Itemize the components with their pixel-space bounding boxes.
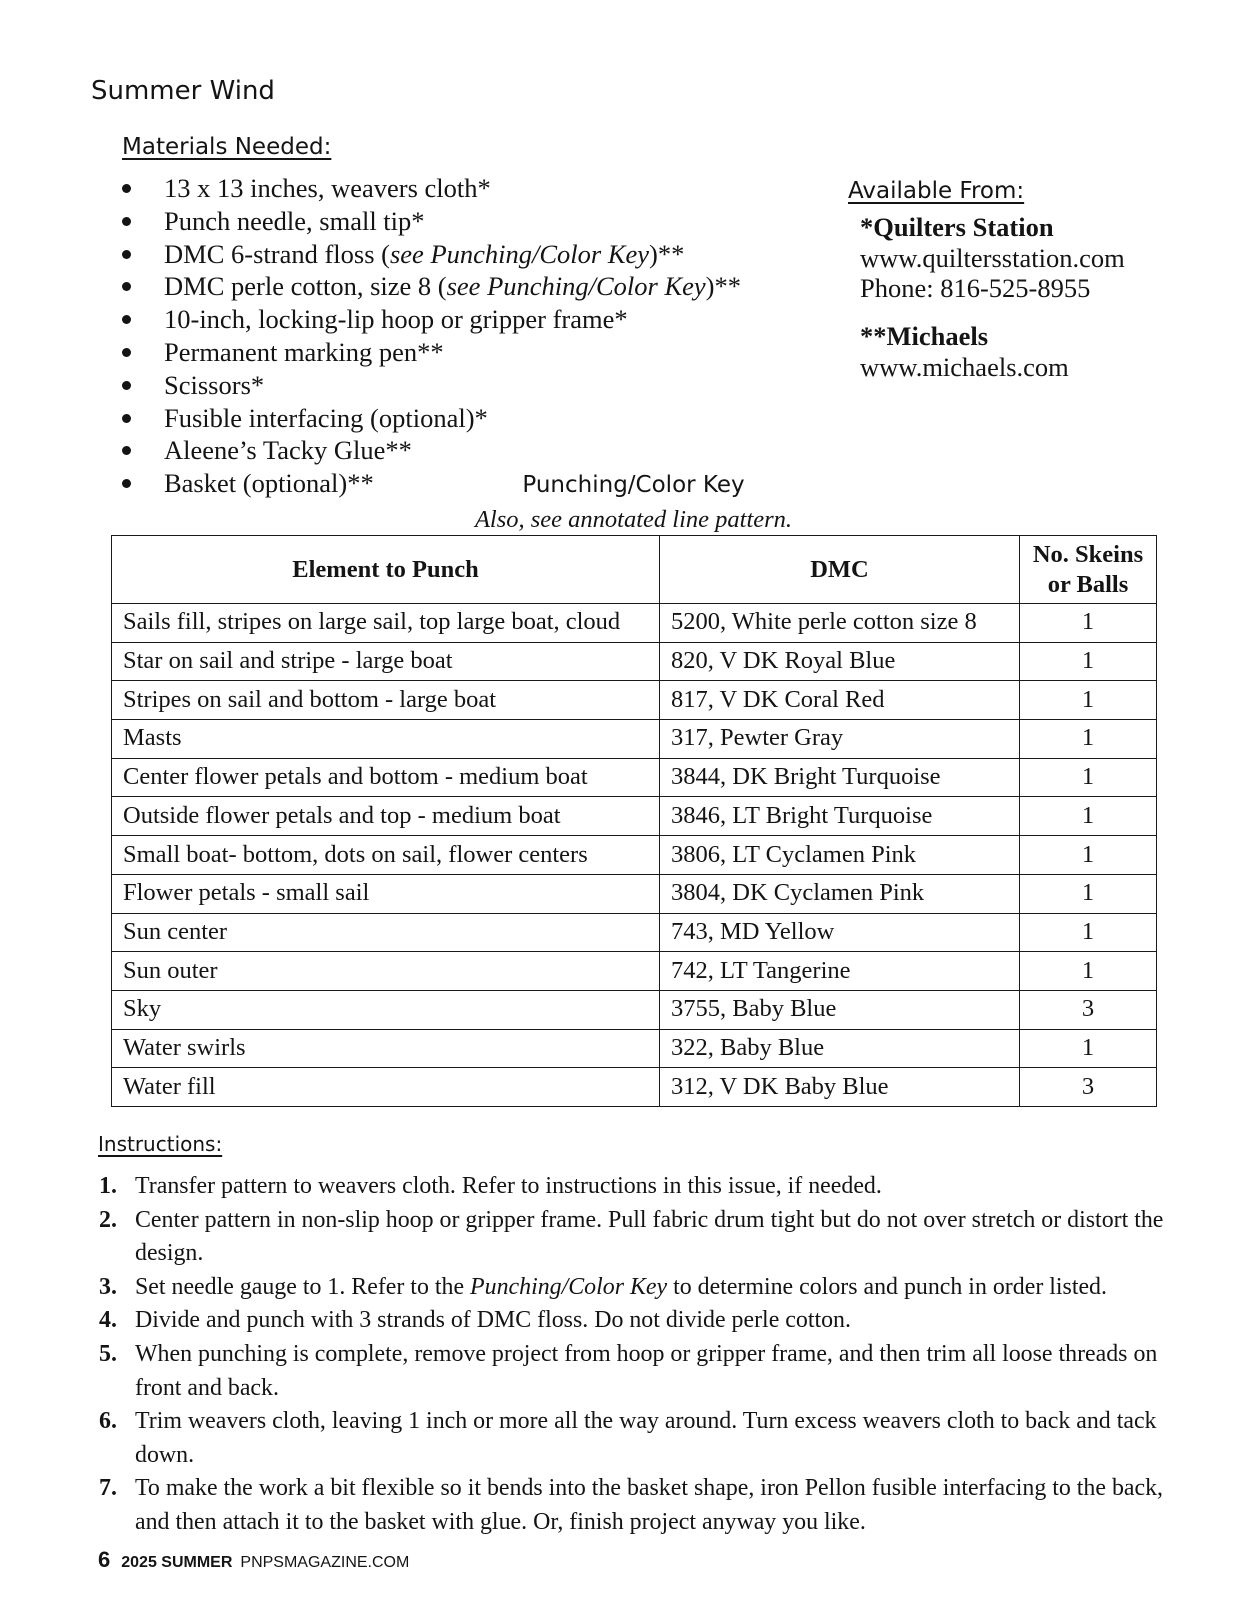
material-item-text: 10-inch, locking-lip hoop or gripper frame* [164, 304, 628, 335]
instruction-step [99, 1170, 1189, 1204]
step-key-reference: Punching/Color Key [470, 1273, 668, 1300]
material-item [121, 402, 741, 435]
element-cell: Masts [112, 720, 660, 759]
material-item [121, 369, 741, 402]
element-cell: Stripes on sail and bottom - large boat [112, 681, 660, 720]
skeins-cell: 1 [1020, 1029, 1157, 1068]
dmc-cell: 322, Baby Blue [660, 1029, 1020, 1068]
dmc-cell: 312, V DK Baby Blue [660, 1068, 1020, 1107]
color-key-heading: Punching/Color Key [522, 472, 745, 498]
table-row [112, 952, 1157, 991]
skeins-cell: 1 [1020, 720, 1157, 759]
dmc-cell: 3804, DK Cyclamen Pink [660, 874, 1020, 913]
table-row [112, 1068, 1157, 1107]
skeins-cell: 1 [1020, 836, 1157, 875]
material-item-text: DMC perle cotton, size 8 ( [164, 271, 447, 302]
material-item-text: Basket (optional)** [164, 468, 374, 499]
step-number: 3. [99, 1273, 117, 1300]
page-number: 6 [98, 1547, 111, 1572]
skeins-cell: 1 [1020, 797, 1157, 836]
bullet-icon [122, 184, 131, 193]
step-text: Trim weavers cloth, leaving 1 inch or more all the way around. Turn excess weavers cloth to back and tack down. [135, 1408, 1157, 1468]
skeins-cell: 1 [1020, 913, 1157, 952]
step-number: 1. [99, 1173, 117, 1199]
table-row [112, 1029, 1157, 1068]
material-item-key-reference: see Punching/Color Key [389, 238, 650, 269]
element-cell: Water fill [112, 1068, 660, 1107]
material-item [121, 336, 741, 369]
dmc-cell: 817, V DK Coral Red [660, 681, 1020, 720]
step-text: When punching is complete, remove project from hoop or gripper frame, and then trim all loose threads on front and back. [135, 1340, 1158, 1401]
table-row [112, 604, 1157, 643]
step-text: To make the work a bit flexible so it bends into the basket shape, iron Pellon fusible interfacing to the back, and then attach it to the basket with glue. Or, finish project anyway you like. [135, 1475, 1164, 1535]
step-number: 7. [99, 1475, 117, 1502]
magazine-website: PNPSMAGAZINE.COM [240, 1554, 410, 1571]
instruction-step [99, 1271, 1189, 1305]
table-row [112, 720, 1157, 759]
step-number: 6. [99, 1408, 117, 1435]
column-header-element: Element to Punch [112, 536, 660, 604]
dmc-cell: 820, V DK Royal Blue [660, 642, 1020, 681]
element-cell: Flower petals - small sail [112, 874, 660, 913]
dmc-cell: 317, Pewter Gray [660, 720, 1020, 759]
vendor-michaels [860, 321, 1069, 382]
column-header-dmc: DMC [660, 536, 1020, 604]
material-item-text: 13 x 13 inches, weavers cloth* [164, 173, 491, 203]
step-number: 2. [99, 1206, 117, 1233]
material-item [121, 270, 741, 303]
material-item [121, 303, 741, 336]
step-text: Center pattern in non-slip hoop or gripper frame. Pull fabric drum tight but do not over stretch or distort the design. [135, 1206, 1164, 1267]
pattern-title: Summer Wind [91, 76, 275, 106]
column-header-skeins: No. Skeins or Balls [1020, 536, 1157, 604]
dmc-cell: 3844, DK Bright Turquoise [660, 758, 1020, 797]
table-row [112, 758, 1157, 797]
material-item [121, 434, 741, 467]
dmc-cell: 5200, White perle cotton size 8 [660, 604, 1020, 643]
available-from-heading: Available From: [848, 178, 1025, 204]
bullet-icon [122, 282, 131, 291]
step-text-part: Set needle gauge to 1. Refer to the [135, 1273, 471, 1300]
table-header-row [112, 536, 1157, 604]
element-cell: Sky [112, 990, 660, 1029]
bullet-icon [122, 315, 131, 324]
instruction-step [99, 1338, 1189, 1405]
page-footer [98, 1547, 409, 1576]
dmc-cell: 3846, LT Bright Turquoise [660, 797, 1020, 836]
element-cell: Small boat- bottom, dots on sail, flower centers [112, 836, 660, 875]
dmc-cell: 3806, LT Cyclamen Pink [660, 836, 1020, 875]
element-cell: Sun outer [112, 952, 660, 991]
dmc-cell: 3755, Baby Blue [660, 990, 1020, 1029]
instruction-step [99, 1304, 1189, 1338]
instruction-step [99, 1472, 1189, 1539]
material-item-text: Aleene’s Tacky Glue** [164, 435, 412, 466]
material-item-text: Fusible interfacing (optional)* [164, 402, 488, 433]
vendor-quilters-station [860, 212, 1125, 304]
element-cell: Sun center [112, 913, 660, 952]
bullet-icon [122, 446, 131, 455]
skeins-cell: 1 [1020, 604, 1157, 643]
material-item-text: DMC 6-strand floss ( [164, 238, 390, 269]
bullet-icon [122, 414, 131, 423]
bullet-icon [122, 217, 131, 226]
step-number: 4. [99, 1307, 117, 1334]
instruction-step [99, 1204, 1189, 1271]
skeins-cell: 3 [1020, 1068, 1157, 1107]
element-cell: Sails fill, stripes on large sail, top large boat, cloud [112, 604, 660, 643]
material-item-suffix: )** [649, 238, 685, 269]
material-item [121, 172, 741, 205]
material-item-text: Scissors* [164, 369, 265, 400]
skeins-cell: 1 [1020, 874, 1157, 913]
step-text: Divide and punch with 3 strands of DMC floss. Do not divide perle cotton. [135, 1307, 851, 1334]
skeins-cell: 1 [1020, 681, 1157, 720]
table-row [112, 797, 1157, 836]
table-row [112, 836, 1157, 875]
element-cell: Center flower petals and bottom - medium boat [112, 758, 660, 797]
materials-heading: Materials Needed: [122, 134, 332, 160]
vendor-website: www.quiltersstation.com [860, 242, 1125, 273]
vendor-name: **Michaels [860, 321, 989, 351]
element-cell: Outside flower petals and top - medium boat [112, 797, 660, 836]
vendor-name: *Quilters Station [860, 212, 1054, 242]
bullet-icon [122, 250, 131, 259]
instructions-list [99, 1170, 1189, 1540]
material-item-text: Permanent marking pen** [164, 336, 444, 367]
color-key-note: Also, see annotated line pattern. [474, 506, 793, 533]
skeins-cell: 3 [1020, 990, 1157, 1029]
element-cell: Water swirls [112, 1029, 660, 1068]
vendor-website: www.michaels.com [860, 351, 1069, 382]
dmc-cell: 743, MD Yellow [660, 913, 1020, 952]
bullet-icon [122, 348, 131, 357]
step-text [135, 1271, 1189, 1305]
table-row [112, 874, 1157, 913]
dmc-cell: 742, LT Tangerine [660, 952, 1020, 991]
table-row [112, 681, 1157, 720]
materials-list [121, 172, 741, 500]
bullet-icon [122, 381, 131, 390]
skeins-cell: 1 [1020, 952, 1157, 991]
issue-label: 2025 SUMMER [121, 1554, 233, 1571]
element-cell: Star on sail and stripe - large boat [112, 642, 660, 681]
material-item [121, 205, 741, 238]
material-item-key-reference: see Punching/Color Key [446, 271, 706, 302]
material-item [121, 238, 741, 271]
instruction-step [99, 1405, 1189, 1472]
step-text-part: to determine colors and punch in order listed. [667, 1273, 1107, 1300]
table-row [112, 913, 1157, 952]
vendor-phone: Phone: 816-525-8955 [860, 273, 1091, 303]
material-item-text: Punch needle, small tip* [164, 205, 425, 236]
step-number: 5. [99, 1340, 117, 1367]
table-row [112, 990, 1157, 1029]
instructions-heading: Instructions: [98, 1132, 223, 1156]
skeins-cell: 1 [1020, 642, 1157, 681]
skeins-cell: 1 [1020, 758, 1157, 797]
material-item-suffix: )** [705, 271, 741, 302]
color-key-table [111, 535, 1157, 1107]
step-text: Transfer pattern to weavers cloth. Refer to instructions in this issue, if needed. [135, 1173, 882, 1199]
table-row [112, 642, 1157, 681]
